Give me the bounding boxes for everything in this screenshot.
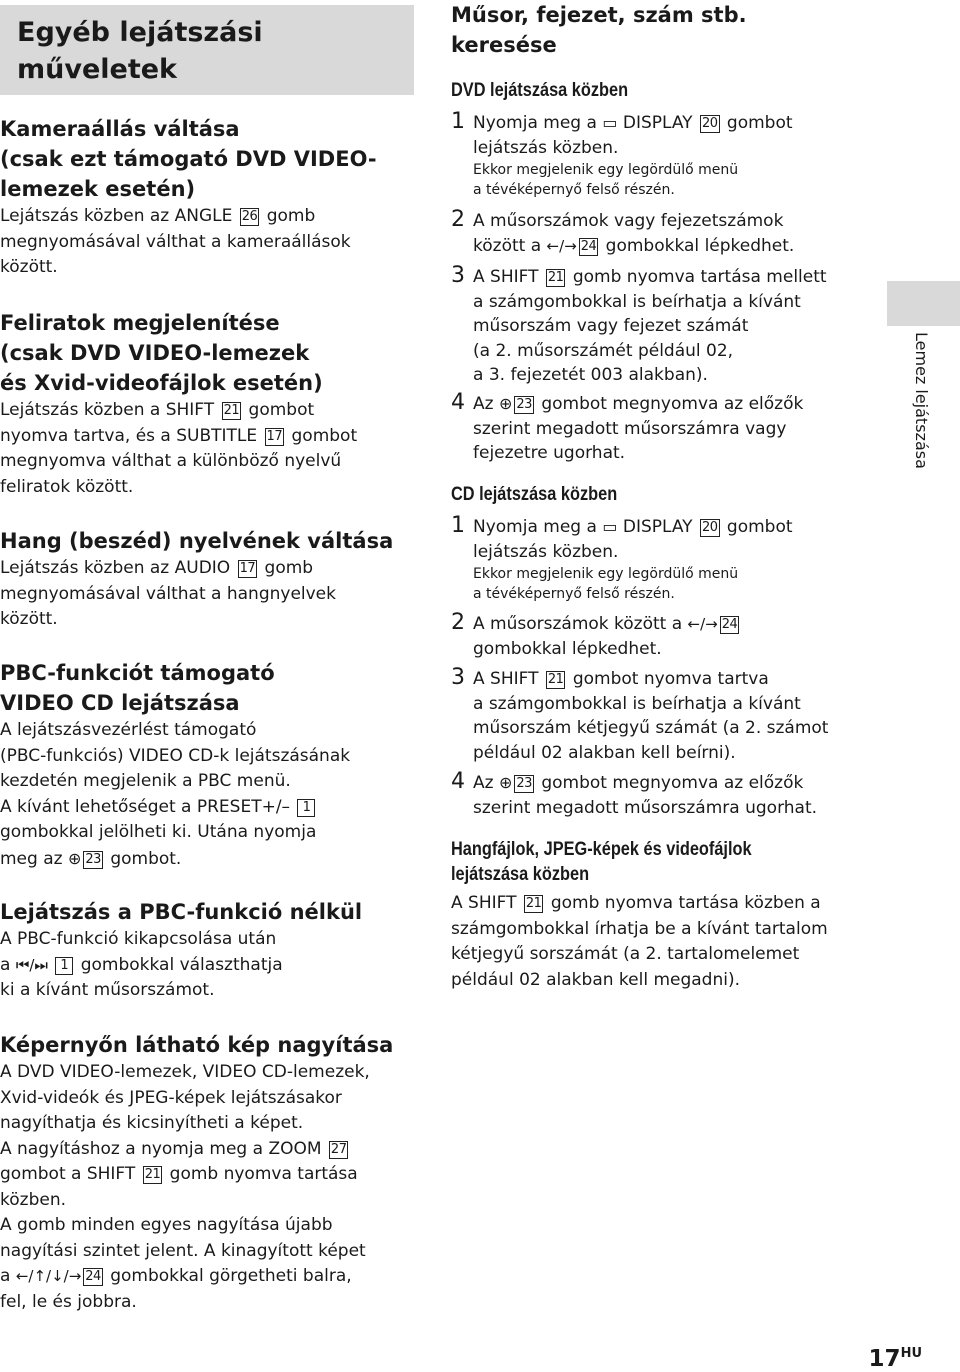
subheading-dvd: DVD lejátszása közben xyxy=(451,80,629,101)
heading-zoom: Képernyőn látható kép nagyítása xyxy=(0,1033,394,1057)
key-21-icon: 21 xyxy=(547,672,564,687)
text-zoom: A DVD VIDEO-lemezek, VIDEO CD-lemezek, Xvid-videók és JPEG-képek lejátszásakor nagyíthatja és kicsinyítheti a képet. A nagyításhoz a nyomja meg a ZOOM 27 gombot a SHIFT 21 gomb nyomva tartása közben. A gomb minden egyes nagyítása újabb nagyítási szintet jelent. A kinagyított képet a ←/↑/↓/→ 24 gombokkal görgetheti balra, fel, le és jobbra. xyxy=(0,1062,370,1312)
key-21-icon: 21 xyxy=(547,270,564,285)
key-27-icon: 27 xyxy=(330,1141,347,1157)
left-right-arrows-icon: ←/→ xyxy=(687,615,718,633)
section-title: Egyéb lejátszási műveletek xyxy=(17,17,263,85)
heading-camera-angle: Kameraállás váltása (csak ezt támogató DVD VIDEO- lemezek esetén) xyxy=(0,117,377,201)
key-17-icon: 17 xyxy=(266,428,283,444)
cd-step-1: 1 Nyomja meg a ▭ DISPLAY 20 gombot lejátszás közben. Ekkor megjelenik egy legördülő menü a tévéképernyő felső részén. xyxy=(451,513,793,602)
section-no-pbc xyxy=(0,897,420,1004)
subheading-media: Hangfájlok, JPEG-képek és videofájlok lejátszása közben xyxy=(451,839,752,885)
key-24-icon: 24 xyxy=(721,617,738,632)
enter-circle-icon: ⊕ xyxy=(498,394,513,413)
text-media: A SHIFT 21 gomb nyomva tartása közben a számgombokkal írhatja be a kívánt tartalom kétjegyű sorszámát (a 2. tartalomelemet például 02 alakban kell megadni). xyxy=(451,893,828,990)
key-26-icon: 26 xyxy=(241,209,258,224)
text-camera-angle: Lejátszás közben az ANGLE 26 gomb megnyomásával válthat a kameraállások között. xyxy=(0,206,351,277)
text-no-pbc: A PBC-funkció kikapcsolása után a ⏮/⏭ 1 gombokkal választhatja ki a kívánt műsorszámot. xyxy=(0,929,283,1000)
section-audio xyxy=(0,526,420,633)
key-21-icon: 21 xyxy=(525,896,542,911)
enter-circle-icon: ⊕ xyxy=(67,848,82,868)
key-21-icon: 21 xyxy=(223,403,240,418)
heading-audio: Hang (beszéd) nyelvének váltása xyxy=(0,529,394,553)
cd-step-4: 4 Az ⊕ 23 gombot megnyomva az előzők szerint megadott műsorszámra ugorhat. xyxy=(451,769,818,818)
section-zoom xyxy=(0,1030,420,1315)
display-icon: ▭ xyxy=(602,517,618,536)
cd-step-2: 2 A műsorszámok között a ←/→ 24 gombokkal lépkedhet. xyxy=(451,610,738,659)
heading-search: Műsor, fejezet, szám stb. keresése xyxy=(451,3,747,57)
heading-no-pbc: Lejátszás a PBC-funkció nélkül xyxy=(0,900,363,924)
key-17-icon: 17 xyxy=(239,561,256,576)
key-20-icon: 20 xyxy=(701,116,718,131)
display-icon: ▭ xyxy=(602,113,618,132)
key-24-icon: 24 xyxy=(85,1269,101,1284)
dvd-step-3: 3 A SHIFT 21 gomb nyomva tartása mellett a számgombokkal is beírhatja a kívánt műsorszám vagy fejezet számát (a 2. műsorszámét például 02, a 3. fejezetét 003 alakban). xyxy=(451,263,827,385)
section-banner xyxy=(0,5,414,95)
key-23-icon: 23 xyxy=(516,397,532,412)
text-subtitles: Lejátszás közben a SHIFT 21 gombot nyomva tartva, és a SUBTITLE 17 gombot megnyomva válthat a különböző nyelvű feliratok között. xyxy=(0,400,358,497)
arrows-4way-icon: ←/↑/↓/→ xyxy=(15,1267,82,1285)
enter-circle-icon: ⊕ xyxy=(498,773,513,792)
left-right-arrows-icon: ←/→ xyxy=(546,236,577,255)
prev-next-icon: ⏮/⏭ xyxy=(15,955,48,974)
key-21-icon: 21 xyxy=(144,1167,161,1182)
chapter-side-label: Lemez lejátszása xyxy=(912,332,931,469)
section-pbc xyxy=(0,658,420,872)
cd-step-3: 3 A SHIFT 21 gombot nyomva tartva a számgombokkal is beírhatja a kívánt műsorszám kétjegyű számát (a 2. számot például 02 alakban kell beírni). xyxy=(451,665,829,763)
key-24-icon: 24 xyxy=(580,238,597,254)
page-number: $17^{HU}$ xyxy=(868,1346,922,1372)
chapter-tab xyxy=(887,281,960,326)
dvd-step-1: 1 Nyomja meg a ▭ DISPLAY 20 gombot lejátszás közben. Ekkor megjelenik egy legördülő menü a tévéképernyő felső részén. xyxy=(451,109,793,198)
section-subtitles xyxy=(0,308,420,500)
key-23-icon: 23 xyxy=(516,776,532,791)
text-audio: Lejátszás közben az AUDIO 17 gomb megnyomásával válthat a hangnyelvek között. xyxy=(0,558,336,629)
section-camera-angle xyxy=(0,114,420,281)
text-pbc: A lejátszásvezérlést támogató (PBC-funkciós) VIDEO CD-k lejátszásának kezdetén megjelenik a PBC menü. A kívánt lehetőséget a PRESET+/– 1 gombokkal jelölheti ki. Utána nyomja meg az ⊕ 23 gombot. xyxy=(0,718,420,872)
heading-pbc: PBC-funkciót támogató VIDEO CD lejátszása xyxy=(0,661,275,715)
key-20-icon: 20 xyxy=(701,520,718,535)
dvd-step-4: 4 Az ⊕ 23 gombot megnyomva az előzők szerint megadott műsorszámra vagy fejezetre ugorhat. xyxy=(451,390,804,463)
subheading-cd: CD lejátszása közben xyxy=(451,484,618,505)
dvd-step-2: 2 A műsorszámok vagy fejezetszámok között a ←/→ 24 gombokkal lépkedhet. xyxy=(451,207,795,256)
key-23-icon: 23 xyxy=(85,851,101,867)
key-1-icon: 1 xyxy=(55,957,73,975)
heading-subtitles: Feliratok megjelenítése (csak DVD VIDEO-lemezek és Xvid-videofájlok esetén) xyxy=(0,311,323,395)
key-1-icon: 1 xyxy=(297,799,315,817)
